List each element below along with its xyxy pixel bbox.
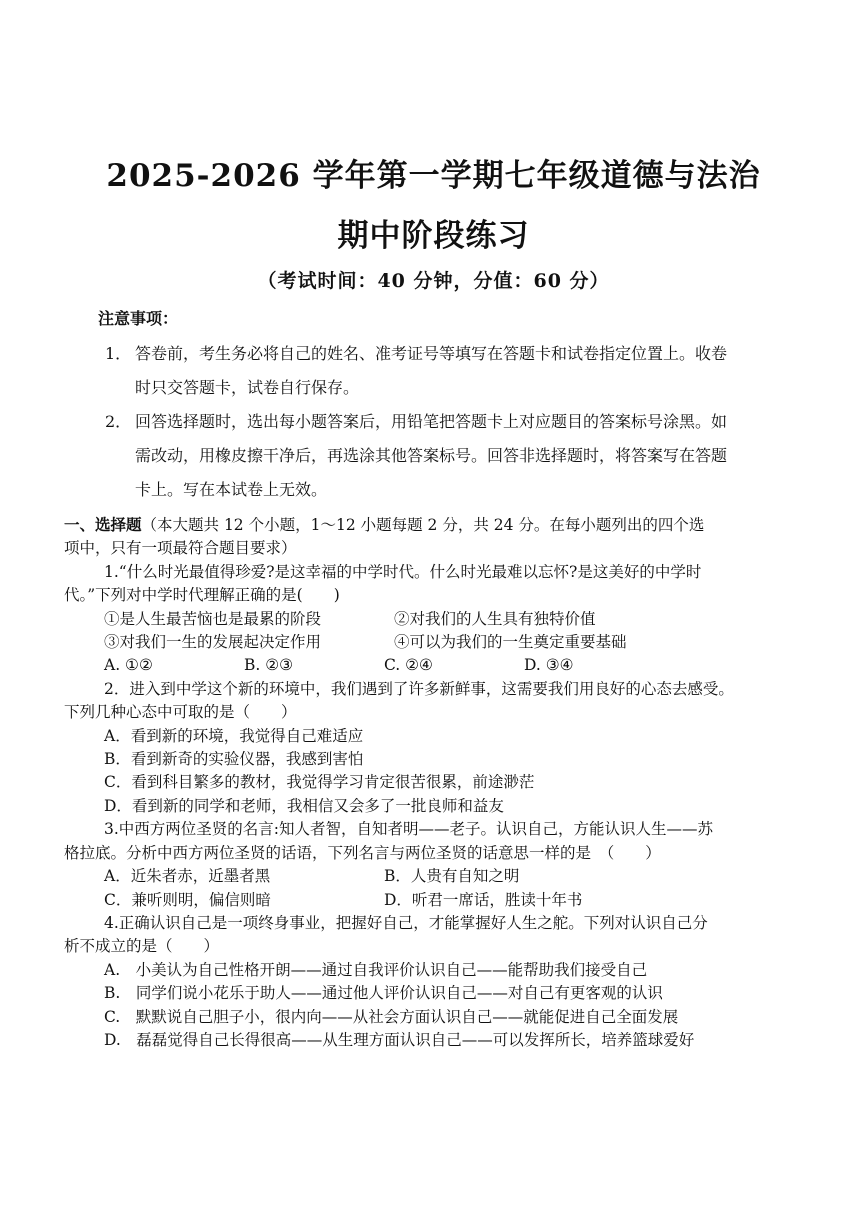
- note-line: 卡上。写在本试卷上无效。: [135, 480, 328, 499]
- option-d: D．看到新的同学和老师，我相信又会多了一批良师和益友: [104, 796, 504, 815]
- exam-info: （考试时间：40 分钟，分值：60 分）: [257, 270, 610, 292]
- option-a: A. 小美认为自己性格开朗——通过自我评价认识自己——能帮助我们接受自己: [104, 960, 648, 979]
- note-number: 1．: [105, 344, 132, 363]
- section-title: 一、选择题: [64, 515, 142, 534]
- note-item: [105, 405, 805, 507]
- answer-options: [64, 654, 804, 677]
- option-b: B．看到新奇的实验仪器，我感到害怕: [104, 750, 364, 769]
- option-b: B. 同学们说小花乐于助人——通过他人评价认识自己——对自己有更客观的认识: [104, 984, 663, 1003]
- option-c: C. 默默说自己胆子小，很内向——从社会方面认识自己——就能促进自己全面发展: [104, 1007, 679, 1026]
- answer-options: [64, 865, 804, 888]
- question-stem: 代。”下列对中学时代理解正确的是( ): [64, 586, 340, 605]
- note-line: 回答选择题时，选出每小题答案后，用铅笔把答题卡上对应题目的答案标号涂黑。如: [135, 412, 728, 431]
- note-line: 时只交答题卡，试卷自行保存。: [135, 378, 360, 397]
- question-stem: 下列几种心态中可取的是（ ）: [64, 703, 297, 722]
- statement-row: [64, 631, 804, 654]
- option-d: D．听君一席话，胜读十年书: [384, 890, 583, 909]
- exam-subtitle: 期中阶段练习: [337, 218, 530, 254]
- statement-row: [64, 608, 804, 631]
- note-item: [105, 337, 805, 405]
- section-intro-text: （本大题共 12 个小题，1～12 小题每题 2 分，共 24 分。在每小题列出的四个选: [141, 516, 705, 534]
- option-a: A. ①②: [104, 656, 153, 675]
- statement: ①是人生最苦恼也是最累的阶段: [104, 609, 322, 628]
- option-c: C．兼听则明，偏信则暗: [104, 890, 271, 909]
- section-intro: [64, 513, 804, 537]
- question-stem: 2．进入到中学这个新的环境中，我们遇到了许多新鲜事，这需要我们用良好的心态去感受。: [104, 679, 734, 698]
- option-a: A．看到新的环境，我觉得自己难适应: [104, 726, 364, 745]
- question-section: [64, 513, 804, 1052]
- statement: ③对我们一生的发展起决定作用: [104, 633, 322, 652]
- statement: ②对我们的人生具有独特价值: [394, 609, 596, 628]
- note-number: 2．: [105, 412, 132, 431]
- option-c: C. ②④: [384, 656, 433, 675]
- option-c: C．看到科目繁多的教材，我觉得学习肯定很苦很累，前途渺茫: [104, 773, 535, 792]
- question-stem: 1.“什么时光最值得珍爱?是这幸福的中学时代。什么时光最难以忘怀?是这美好的中学时: [104, 562, 702, 581]
- notes-heading: 注意事项：: [98, 309, 179, 328]
- option-b: B. ②③: [244, 656, 294, 675]
- option-a: A．近朱者赤，近墨者黑: [104, 867, 271, 886]
- note-line: 需改动，用橡皮擦干净后，再选涂其他答案标号。回答非选择题时，将答案写在答题: [135, 446, 728, 465]
- question-stem: 析不成立的是（ ）: [64, 937, 220, 956]
- question-stem: 格拉底。分析中西方两位圣贤的话语，下列名言与两位圣贤的话意思一样的是 （ ）: [64, 843, 661, 862]
- option-d: D. 磊磊觉得自己长得很高——从生理方面认识自己——可以发挥所长，培养篮球爱好: [104, 1030, 695, 1049]
- note-line: 答卷前，考生务必将自己的姓名、准考证号等填写在答题卡和试卷指定位置上。收卷: [135, 344, 728, 363]
- section-intro-line: 项中，只有一项最符合题目要求）: [64, 539, 297, 558]
- option-b: B．人贵有自知之明: [384, 867, 520, 886]
- exam-title: 2025-2026 学年第一学期七年级道德与法治: [106, 158, 761, 194]
- statement: ④可以为我们的一生奠定重要基础: [394, 633, 627, 652]
- question-stem: 4.正确认识自己是一项终身事业，把握好自己，才能掌握好人生之舵。下列对认识自己分: [104, 913, 708, 932]
- option-d: D. ③④: [524, 656, 574, 675]
- question-stem: 3.中西方两位圣贤的名言:知人者智，自知者明——老子。认识自己，方能认识人生——苏: [104, 820, 714, 839]
- answer-options: [64, 889, 804, 912]
